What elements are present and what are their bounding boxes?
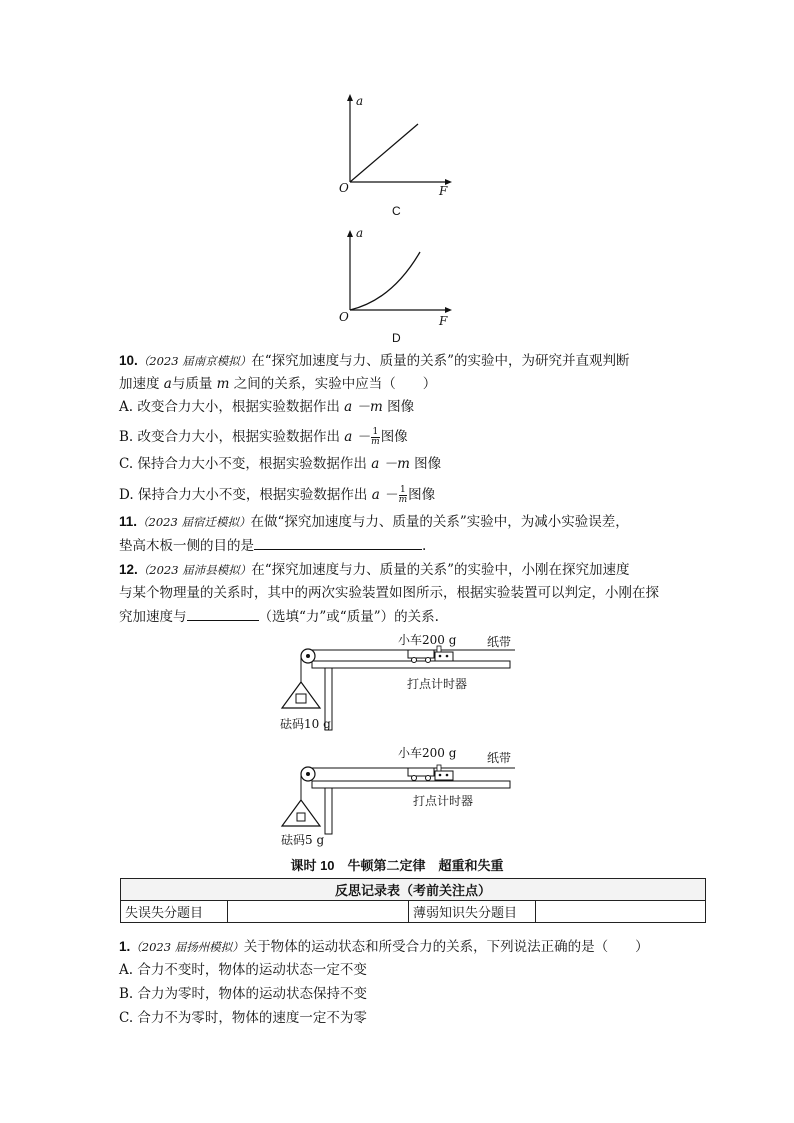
timer-dot-2b <box>446 774 449 777</box>
graph-d-origin: O <box>339 310 349 324</box>
weight-label-2: 砝码5 g <box>281 833 325 847</box>
q1-source: （2023 届扬州模拟） <box>130 940 244 954</box>
timer-1 <box>435 652 453 661</box>
cart-label-1: 小车200 g <box>398 633 457 647</box>
graph-d <box>330 226 460 326</box>
cart-wheel-2a <box>412 776 417 781</box>
graph-c-y-label: a <box>356 94 364 108</box>
cart-wheel-1b <box>426 658 431 663</box>
graph-c-x-label: F <box>439 184 448 198</box>
graph-d-y-arrow <box>347 230 353 237</box>
graph-c-y-arrow <box>347 94 353 101</box>
timer-2 <box>435 771 453 780</box>
timer-label-2: 打点计时器 <box>413 794 474 808</box>
q12-source: （2023 届沛县模拟） <box>137 563 252 577</box>
tape-label-1: 纸带 <box>487 635 512 649</box>
pulley-hub-2 <box>306 772 310 776</box>
q10-option-a: A. 改变合力大小，根据实验数据作出 a －m 图像 <box>119 399 415 415</box>
board-1 <box>312 661 510 668</box>
q12-answer-blank[interactable] <box>187 607 259 621</box>
q12-stem-line2: 与某个物理量的关系时，其中的两次实验装置如图所示，根据实验装置可以判定，小刚在探 <box>119 585 659 601</box>
reflection-col1-label: 失误失分题目 <box>121 901 228 923</box>
timer-dot-1b <box>446 655 449 658</box>
cart-wheel-2b <box>426 776 431 781</box>
cart-1 <box>408 650 434 658</box>
cart-label-2: 小车200 g <box>398 746 457 760</box>
q10-stem-line2: 加速度 a与质量 m 之间的关系，实验中应当（ ） <box>119 376 437 392</box>
graph-c-origin: O <box>339 181 349 195</box>
timer-dot-1a <box>439 655 442 658</box>
q10-option-d: D. 保持合力大小不变，根据实验数据作出 a － $\frac{1}{m}$ 图像 <box>119 485 436 505</box>
graph-d-curve <box>350 252 420 310</box>
table-leg-2 <box>325 788 332 834</box>
q1-number: 1. <box>119 939 131 954</box>
graph-d-caption: D <box>392 331 401 345</box>
lesson-title: 课时 10 牛顿第二定律 超重和失重 <box>290 858 504 873</box>
q11-number: 11. <box>119 514 138 529</box>
q1-option-a: A. 合力不变时，物体的运动状态一定不变 <box>119 962 367 978</box>
q10-option-b: B. 改变合力大小，根据实验数据作出 a － $\frac{1}{m}$ 图像 <box>119 427 408 447</box>
graph-c-caption: C <box>392 204 401 218</box>
q11-stem-line2: 垫高木板一侧的目的是 . <box>119 538 427 554</box>
timer-post-2 <box>437 765 441 771</box>
reflection-col2-cell[interactable] <box>536 901 706 923</box>
graph-c-line <box>350 124 418 182</box>
cart-2 <box>408 768 434 776</box>
q10-d-fraction: $\frac{1}{m}$ <box>398 485 408 505</box>
q10-number: 10. <box>119 353 138 368</box>
graph-d-x-label: F <box>439 314 448 328</box>
reflection-table <box>120 878 706 923</box>
q12-stem-line1: 12.（2023 届沛县模拟）在“探究加速度与力、质量的关系”的实验中，小刚在探究加速度 <box>119 562 630 578</box>
board-2 <box>312 781 510 788</box>
q10-stem1: 在“探究加速度与力、质量的关系”的实验中，为研究并直观判断 <box>251 353 630 369</box>
timer-label-1: 打点计时器 <box>407 677 468 691</box>
q11-answer-blank[interactable] <box>254 536 422 550</box>
q11-source: （2023 届宿迁模拟） <box>137 515 251 529</box>
q10-b-fraction: $\frac{1}{m}$ <box>371 427 380 447</box>
q1-option-c: C. 合力不为零时，物体的速度一定不为零 <box>119 1010 367 1026</box>
weight-label-1: 砝码10 g <box>280 717 331 731</box>
reflection-table-header: 反思记录表（考前关注点） <box>121 879 706 901</box>
q1-stem: 1.（2023 届扬州模拟）关于物体的运动状态和所受合力的关系，下列说法正确的是（ ） <box>119 939 649 955</box>
q11-stem-line1: 11.（2023 届宿迁模拟）在做“探究加速度与力、质量的关系”实验中，为减小实验误差， <box>119 514 629 530</box>
cart-wheel-1a <box>412 658 417 663</box>
reflection-col1-cell[interactable] <box>228 901 409 923</box>
q10-stem-line1 <box>119 352 630 370</box>
tape-label-2: 纸带 <box>487 751 512 765</box>
pulley-hub-1 <box>306 654 310 658</box>
weight-block-1 <box>296 694 306 703</box>
reflection-col2-label: 薄弱知识失分题目 <box>409 901 536 923</box>
weight-block-2 <box>297 813 305 821</box>
q1-option-b: B. 合力为零时，物体的运动状态保持不变 <box>119 986 368 1002</box>
timer-dot-2a <box>439 774 442 777</box>
q10-source: （2023 届南京模拟） <box>137 354 252 368</box>
q10-option-c: C. 保持合力大小不变，根据实验数据作出 a －m 图像 <box>119 456 442 472</box>
graph-d-y-label: a <box>356 226 364 240</box>
graph-d-x-arrow <box>445 307 452 313</box>
q12-stem-line3: 究加速度与 （选填“力”或“质量”）的关系. <box>119 609 439 625</box>
q12-number: 12. <box>119 562 138 577</box>
